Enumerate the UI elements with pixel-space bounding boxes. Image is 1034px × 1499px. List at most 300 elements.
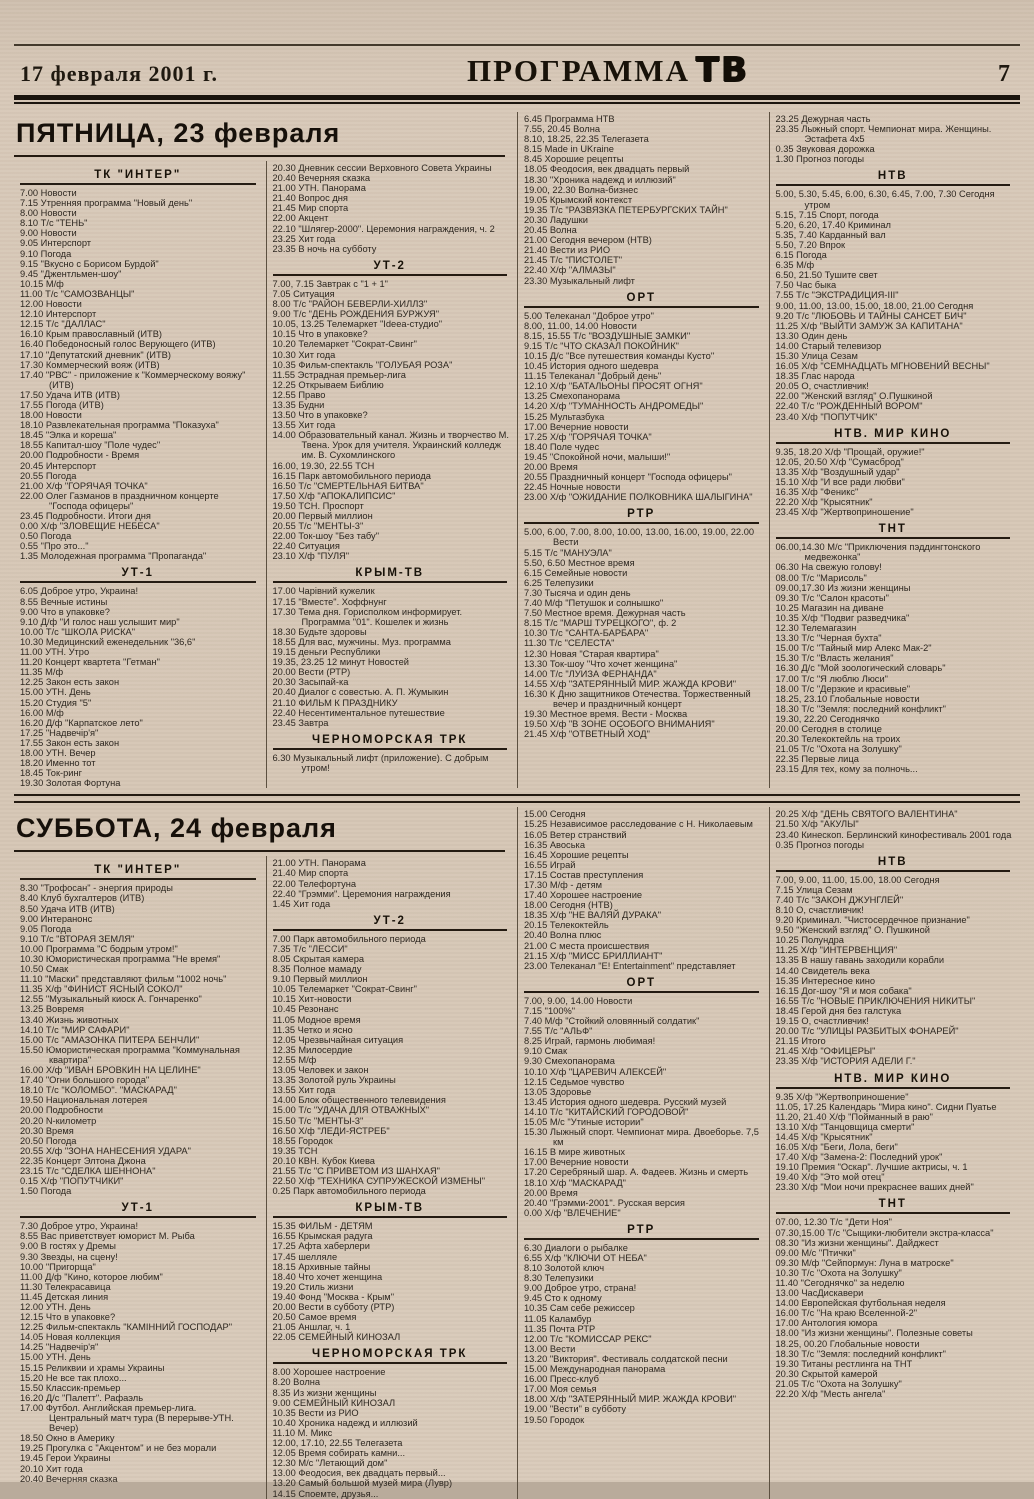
program-item: 20.30 Ладушки	[524, 214, 588, 225]
program-item: 20.20 N-километр	[20, 1115, 97, 1126]
program-item: 12.05 Время собирать камни...	[272, 1448, 406, 1459]
program-item: 16.30 Д/с "Мой зоологический словарь"	[775, 663, 946, 674]
program-item: 11.35 Почта РТР	[524, 1323, 596, 1334]
program-item: 22.00 "Женский взгляд" О.Пушкиной	[775, 391, 933, 402]
program-item: 7.00 Парк автомобильного периода	[272, 933, 426, 944]
program-item: 20.40 Вечерняя сказка	[272, 173, 371, 184]
program-item: 18.10 Развлекательная программа "Показуха"	[20, 420, 219, 431]
program-item: 12.30 Новая "Старая квартира"	[524, 648, 659, 659]
program-item: 15.15 Реликвии и храмы Украины	[20, 1362, 165, 1373]
program-item: 10.35 Вести из РИО	[272, 1407, 359, 1418]
program-item: 10.30 Медицинский еженедельник "36,6"	[20, 636, 196, 647]
program-item: 23.45 Х/ф "Жертвоприношение"	[775, 507, 914, 518]
program-item: 19.30 Золотая Фортуна	[20, 778, 121, 789]
program-item: 16.15 Парк автомобильного периода	[272, 470, 431, 481]
program-item: 7.30 Тысяча и один день	[524, 587, 631, 598]
program-item: 20.30 Засыпай-ка	[272, 677, 349, 688]
program-item: 20.55 Х/ф "ЗОНА НАНЕСЕНИЯ УДАРА"	[20, 1145, 191, 1156]
program-item: 19.35 Т/с "РАЗВЯЗКА ПЕТЕРБУРГСКИХ ТАЙН"	[524, 204, 728, 215]
program-item: 08.30 "Из жизни женщины". Дайджест	[775, 1237, 939, 1248]
program-item: 9.00 В гостях у Дремы	[20, 1241, 116, 1252]
program-item: 14.10 Т/с "КИТАЙСКИЙ ГОРОДОВОЙ"	[524, 1106, 689, 1117]
program-item: 11.25 Х/ф "ИНТЕРВЕНЦИЯ"	[775, 945, 898, 956]
program-item: 22.40 Х/ф "АЛМАЗЫ"	[524, 265, 616, 276]
program-item: 11.20, 21.40 Х/ф "Пойманный в раю"	[775, 1111, 933, 1122]
masthead	[14, 44, 1020, 100]
program-item: 11.30 Телекрасавица	[20, 1281, 111, 1292]
program-item: 9.50 "Женский взгляд" О. Пушкиной	[775, 925, 930, 936]
program-item: 06.00,14.30 М/с "Приключения пэддингтонского медвежонка"	[775, 542, 981, 563]
program-item: 8.10 Т/с "ТЕНЬ"	[20, 218, 88, 229]
program-item: 9.30 Смехопанорама	[524, 1056, 615, 1067]
program-item: 11.15 Телеканал "Добрый день"	[524, 371, 662, 382]
program-item: 15.30 Улица Сезам	[775, 350, 858, 361]
program-item: 20.45 Интерспорт	[20, 460, 97, 471]
program-item: 14.55 Х/ф "ЗАТЕРЯННЫЙ МИР. ЖАЖДА КРОВИ"	[524, 678, 737, 689]
program-item: 8.10 Золотой ключ	[524, 1263, 605, 1274]
program-item: 19.35 ТСН	[272, 1145, 318, 1156]
program-item: 20.45 Волна	[524, 225, 577, 236]
program-item: 17.15 "Вместе". Хоффнунг	[272, 596, 387, 607]
program-item: 15.05 М/с "Утиные истории"	[524, 1116, 644, 1127]
program-item: 6.05 Доброе утро, Украина!	[20, 586, 139, 597]
program-item: 8.35 Из жизни женщины	[272, 1387, 377, 1398]
program-item: 1.30 Прогноз погоды	[775, 154, 865, 165]
program-item: 22.00 Акцент	[272, 213, 329, 224]
program-item: 8.45 Хорошие рецепты	[524, 154, 624, 165]
channel-header: ТНТ	[776, 521, 1011, 539]
program-item: 14.00 Европейская футбольная неделя	[775, 1298, 946, 1309]
program-item: 17.40 "Огни большого города"	[20, 1075, 150, 1086]
program-item: 14.45 Х/ф "Крысятник"	[775, 1131, 873, 1142]
program-item: 7.40 М/ф "Петушок и солнышко"	[524, 598, 664, 609]
program-item: 21.15 Итого	[775, 1036, 826, 1047]
program-item: 7.55 Т/с "ЭКСТРАДИЦИЯ-III"	[775, 290, 899, 301]
paper-title-accent: ТВ	[695, 50, 750, 90]
program-item: 12.30 М/с "Летающий дом"	[272, 1458, 388, 1469]
program-item: 19.30 Местное время. Вести - Москва	[524, 709, 688, 720]
program-item: 7.00, 9.00, 11.00, 15.00, 18.00 Сегодня	[775, 874, 940, 885]
program-item: 9.10 Т/с "ВТОРАЯ ЗЕМЛЯ"	[20, 933, 135, 944]
program-item: 16.50 Х/ф "ЛЕДИ-ЯСТРЕБ"	[272, 1125, 390, 1136]
program-item: 17.30 Коммерческий вояж (ИТВ)	[20, 359, 160, 370]
program-item: 11.05 Каламбур	[524, 1313, 592, 1324]
program-item: 13.00 Феодосия, век двадцать первый...	[272, 1468, 446, 1479]
program-item: 18.35 Х/ф "НЕ ВАЛЯЙ ДУРАКА"	[524, 910, 662, 921]
program-item: 10.30 Т/с "Охота на Золушку"	[775, 1267, 902, 1278]
program-item: 13.35 Золотой руль Украины	[272, 1075, 396, 1086]
program-item: 21.45 Х/ф "ОФИЦЕРЫ"	[775, 1046, 876, 1057]
program-item: 9.00 Интеранонс	[20, 913, 93, 924]
program-item: 19.00, 22.30 Волна-бизнес	[524, 184, 639, 195]
program-item: 20.00 Подробности	[20, 1105, 103, 1116]
program-item: 19.00 "Вести" в субботу	[524, 1404, 627, 1415]
program-item: 17.40 Хорошее настроение	[524, 890, 643, 901]
program-item: 16.00 Пресс-клуб	[524, 1374, 599, 1385]
program-item: 12.35 Милосердие	[272, 1044, 353, 1055]
program-item: 9.45 Сто к одному	[524, 1293, 602, 1304]
program-item: 8.55 Вас приветствует юморист М. Рыба	[20, 1231, 195, 1242]
program-item: 12.15 Седьмое чувство	[524, 1076, 625, 1087]
day-title-saturday: СУББОТА, 24 февраля	[14, 807, 505, 852]
program-item: 10.50 Смак	[20, 964, 69, 975]
program-item: 23.30 Музыкальный лифт	[524, 275, 635, 286]
program-item: 22.40 Несентиментальное путешествие	[272, 707, 445, 718]
program-item: 21.40 Мир спорта	[272, 868, 349, 879]
program-item: 14.00 Старый телевизор	[775, 340, 882, 351]
program-item: 10.35 Фильм-спектакль "ГОЛУБАЯ РОЗА"	[272, 359, 453, 370]
program-item: 08.00 Т/с "Марисоль"	[775, 572, 867, 583]
program-item: 22.10 "Шлягер-2000". Церемония награждения, ч. 2	[272, 223, 495, 234]
channel-header: НТВ. МИР КИНО	[776, 426, 1011, 444]
program-item: 22.20 Х/ф "Крысятник"	[775, 497, 873, 508]
channel-header: НТВ	[776, 168, 1011, 186]
paper-title	[467, 50, 749, 90]
program-item: 21.05 Т/с "Охота на Золушку"	[775, 744, 902, 755]
program-column	[769, 807, 1021, 1498]
program-item: 13.55 Хит года	[272, 1085, 336, 1096]
program-item: 10.30 Юмористическая программа "Не время"	[20, 954, 221, 964]
program-item: 8.00 Т/с "РАЙОН БЕВЕРЛИ-ХИЛЛЗ"	[272, 299, 428, 310]
program-item: 18.10 Х/ф "МАСКАРАД"	[524, 1177, 626, 1188]
program-item: 15.50 Классик-премьер	[20, 1382, 121, 1393]
program-item: 6.50, 21.50 Тушите свет	[775, 270, 878, 281]
program-item: 16.05 Ветер странствий	[524, 829, 627, 840]
program-item: 19.05 Крымский контекст	[524, 194, 633, 205]
program-item: 7.30 Доброе утро, Украина!	[20, 1221, 139, 1232]
program-item: 13.35 В нашу гавань заходили корабли	[775, 955, 945, 966]
channel-header: УТ-1	[20, 565, 256, 583]
channel-header: РТР	[524, 506, 759, 524]
program-item: 10.00 Программа "С бодрым утром!"	[20, 943, 178, 954]
program-item: 21.45 Мир спорта	[272, 203, 349, 214]
program-item: 9.10 Смак	[524, 1046, 568, 1057]
program-item: 11.35 Х/ф "ФИНИСТ ЯСНЫЙ СОКОЛ"	[20, 984, 183, 995]
program-item: 13.20 Самый большой музей мира (Лувр)	[272, 1478, 453, 1489]
program-item: 9.35, 18.20 Х/ф "Прощай, оружие!"	[775, 446, 925, 457]
program-item: 6.45 Программа НТВ	[524, 114, 615, 124]
program-item: 16.00 Т/с "На краю Вселенной-2"	[775, 1308, 918, 1319]
program-item: 19.50 Городок	[524, 1414, 585, 1425]
program-item: 8.35 Полное мамаду	[272, 964, 362, 975]
program-item: 8.40 Клуб бухгалтеров (ИТВ)	[20, 893, 145, 904]
program-item: 15.10 Х/ф "И все ради любви"	[775, 476, 905, 487]
program-item: 10.35 Х/ф "Подвиг разведчика"	[775, 612, 910, 623]
program-item: 6.25 Телепузики	[524, 577, 594, 588]
program-item: 17.00 Т/с "Я люблю Люси"	[775, 673, 888, 684]
program-item: 13.05 Здоровье	[524, 1086, 592, 1097]
program-item: 23.25 Дежурная часть	[775, 114, 871, 124]
program-item: 20.00 Т/с "УЛИЦЫ РАЗБИТЫХ ФОНАРЕЙ"	[775, 1026, 959, 1037]
program-item: 7.55, 20.45 Волна	[524, 124, 601, 135]
program-item: 8.15 Т/с "МАРШ ТУРЕЦКОГО", ф. 2	[524, 618, 677, 629]
program-item: 11.05, 17.25 Календарь "Мира кино". Сидни Пуатье	[775, 1101, 997, 1112]
program-item: 8.15 Made in UKraine	[524, 144, 614, 155]
program-item: 22.50 Х/ф "ТЕХНИКА СУПРУЖЕСКОЙ ИЗМЕНЫ"	[272, 1176, 486, 1187]
program-item: 18.50 Окно в Америку	[20, 1433, 115, 1444]
program-item: 15.00 УТН. День	[20, 1352, 91, 1363]
program-item: 6.30 Музыкальный лифт (приложение). С добрым утром!	[272, 752, 489, 773]
program-item: 10.40 Хроника надежд и иллюзий	[272, 1417, 418, 1428]
program-item: 18.25, 00.20 Глобальные новости	[775, 1338, 920, 1349]
program-item: 8.30 Телепузики	[524, 1273, 594, 1284]
program-item: 9.00, 11.00, 13.00, 15.00, 18.00, 21.00 Сегодня	[775, 300, 974, 311]
program-item: 15.25 Независимое расследование с Н. Николаевым	[524, 819, 753, 830]
channel-header: ЧЕРНОМОРСКАЯ ТРК	[273, 732, 508, 750]
program-item: 21.45 Х/ф "ОТВЕТНЫЙ ХОД"	[524, 729, 650, 740]
program-item: 20.30 Дневник сессии Верховного Совета Украины	[272, 163, 492, 173]
program-item: 19.50 Национальная лотерея	[20, 1095, 148, 1106]
program-item: 13.20 "Виктория". Фестиваль солдатской песни	[524, 1353, 728, 1364]
program-item: 10.10 Х/ф "ЦАРЕВИЧ АЛЕКСЕЙ"	[524, 1066, 667, 1077]
program-item: 8.00 Новости	[20, 208, 77, 219]
program-item: 18.30 Т/с "Земля: последний конфликт"	[775, 703, 946, 714]
program-item: 23.45 Подробности. Итоги дня	[20, 511, 151, 521]
program-item: 14.00 Т/с "ЛУИЗА ФЕРНАНДА"	[524, 668, 657, 679]
program-item: 23.35 В ночь на субботу	[272, 243, 377, 254]
program-item: 14.00 Блок общественного телевидения	[272, 1095, 446, 1106]
program-item: 13.00 ЧасДискавери	[775, 1288, 864, 1299]
program-item: 18.55 Капитал-шоу "Поле чудес"	[20, 440, 161, 451]
program-item: 9.10 Погода	[20, 248, 72, 259]
program-item: 17.00 Антология юмора	[775, 1318, 878, 1329]
program-column	[14, 856, 266, 1498]
program-item: 13.50 Что в упаковке?	[272, 410, 368, 421]
program-column	[266, 856, 518, 1498]
program-item: 17.25 "Надвечір'я"	[20, 727, 99, 738]
program-item: 17.15 Состав преступления	[524, 869, 644, 880]
program-item: 5.50, 7.20 Впрок	[775, 239, 846, 250]
program-item: 20.00 Сегодня в столице	[775, 723, 882, 734]
program-item: 13.25 Вовремя	[20, 1004, 84, 1015]
program-item: 20.55 Погода	[20, 470, 77, 481]
program-item: 16.20 Д/с "Палетт". Рафаэль	[20, 1392, 144, 1403]
program-item: 7.00, 9.00, 14.00 Новости	[524, 995, 633, 1006]
program-item: 23.25 Хит года	[272, 233, 336, 244]
program-item: 11.45 Детская линия	[20, 1291, 109, 1302]
program-item: 15.00 Т/с "АМАЗОНКА ПИТЕРА БЕНЧЛИ"	[20, 1034, 200, 1045]
program-item: 09.30 Т/с "Салон красоты"	[775, 592, 889, 603]
program-item: 17.00 Футбол. Английская премьер-лига. Центральный матч тура (В перерыве-УТН. Вечер)	[20, 1402, 234, 1434]
program-item: 12.25 Открываем Библию	[272, 379, 384, 390]
program-item: 20.00 Время	[524, 462, 578, 472]
program-item: 20.30 Скрытой камерой	[775, 1368, 878, 1379]
page-number: 7	[997, 61, 1010, 87]
program-item: 07.00, 12.30 Т/с "Дети Ноя"	[775, 1217, 892, 1228]
program-item: 18.00 Т/с "Дерзкие и красивые"	[775, 683, 911, 694]
program-item: 7.55 Т/с "АЛЬФ"	[524, 1026, 593, 1037]
program-item: 22.00 Ток-шоу "Без табу"	[272, 531, 379, 542]
program-item: 20.55 Праздничный концерт "Господа офицеры"	[524, 472, 732, 483]
program-item: 19.45 Герои Украины	[20, 1453, 111, 1464]
program-item: 13.25 Смехопанорама	[524, 391, 621, 402]
program-item: 16.05 Х/ф "Беги, Лола, беги"	[775, 1141, 898, 1152]
channel-header: ЧЕРНОМОРСКАЯ ТРК	[273, 1346, 508, 1364]
program-item: 13.00 Вести	[524, 1343, 576, 1354]
program-item: 15.35 ФИЛЬМ - ДЕТЯМ	[272, 1221, 373, 1232]
program-item: 20.30 Телекоктейль на троих	[775, 734, 901, 745]
program-item: 19.50 ТСН. Проспорт	[272, 500, 364, 511]
program-item: 13.30 Один день	[775, 330, 848, 341]
program-item: 20.30 Время	[20, 1125, 74, 1136]
program-item: 16.55 Крымская радуга	[272, 1231, 373, 1242]
program-item: 11.10 М. Микс	[272, 1427, 333, 1438]
channel-header: ОРТ	[524, 975, 759, 993]
program-item: 12.05, 20.50 Х/ф "Сумасброд"	[775, 456, 904, 467]
program-item: 17.40 Х/ф "Замена-2: Последний урок"	[775, 1152, 943, 1163]
program-item: 10.30 Хит года	[272, 349, 336, 360]
program-item: 13.40 Жизнь животных	[20, 1014, 119, 1025]
program-item: 12.05 Чрезвычайная ситуация	[272, 1034, 404, 1045]
program-item: 13.45 История одного шедевра. Русский музей	[524, 1096, 727, 1107]
program-item: 17.00 Вечерние новости	[524, 421, 629, 432]
program-item: 18.00 УТН. Вечер	[20, 747, 96, 758]
channel-header: УТ-1	[20, 1200, 256, 1218]
program-item: 06.30 На свежую голову!	[775, 562, 882, 573]
program-item: 20.00 Вести в субботу (РТР)	[272, 1302, 395, 1312]
program-item: 18.20 Именно тот	[20, 758, 96, 769]
program-item: 15.20 Не все так плохо...	[20, 1372, 127, 1383]
program-item: 15.00 Т/с "Тайный мир Алекс Мак-2"	[775, 643, 932, 654]
program-item: 17.45 шелляле	[272, 1251, 338, 1262]
program-item: 18.30 "Хроника надежд и иллюзий"	[524, 174, 676, 185]
program-item: 8.05 Скрытая камера	[272, 954, 365, 964]
program-item: 22.20 Х/ф "Месть ангела"	[775, 1389, 886, 1400]
program-item: 16.50 Т/с "СМЕРТЕЛЬНАЯ БИТВА"	[272, 480, 424, 491]
program-item: 15.30 Т/с "Власть желания"	[775, 653, 894, 664]
program-item: 15.25 Мультазбука	[524, 411, 605, 422]
program-item: 13.05 Человек и закон	[272, 1065, 369, 1076]
program-item: 07.30,15.00 Т/с "Сыщики-любители экстра-класса"	[775, 1227, 994, 1238]
program-item: 11.25 Х/ф "ВЫЙТИ ЗАМУЖ ЗА КАПИТАНА"	[775, 320, 963, 331]
program-item: 19.50 Х/ф "В ЗОНЕ ОСОБОГО ВНИМАНИЯ"	[524, 719, 715, 730]
program-item: 20.00 Вести (РТР)	[272, 667, 351, 678]
program-item: 8.00, 11.00, 14.00 Новости	[524, 320, 637, 331]
program-item: 17.40 "РВС" - приложение к "Коммерческому вояжу" (ИТВ)	[20, 369, 246, 390]
program-item: 21.15 Х/ф "МИСС БРИЛЛИАНТ"	[524, 950, 663, 961]
program-item: 15.35 Интересное кино	[775, 975, 876, 986]
issue-date: 17 февраля 2001 г.	[20, 61, 219, 86]
channel-header: ТК "ИНТЕР"	[20, 862, 256, 880]
program-item: 0.25 Парк автомобильного периода	[272, 1186, 426, 1197]
program-item: 16.00, 19.30, 22.55 ТСН	[272, 460, 375, 471]
program-item: 16.55 Играй	[524, 859, 576, 870]
program-item: 5.00 Телеканал "Доброе утро"	[524, 310, 654, 321]
program-item: 20.40 Вечерняя сказка	[20, 1473, 118, 1484]
program-item: 17.25 Х/ф "ГОРЯЧАЯ ТОЧКА"	[524, 431, 652, 442]
masthead-row	[20, 50, 1014, 90]
program-item: 19.30, 22.20 Сегоднячко	[775, 713, 880, 724]
channel-header: НТВ. МИР КИНО	[776, 1071, 1011, 1089]
program-item: 19.35, 23.25 12 минут Новостей	[272, 657, 409, 668]
program-item: 8.55 Вечные истины	[20, 596, 108, 607]
program-item: 21.40 Вопрос дня	[272, 193, 348, 204]
program-item: 17.10 "Депутатский дневник" (ИТВ)	[20, 349, 171, 360]
program-item: 8.00 Хорошее настроение	[272, 1367, 386, 1378]
program-item: 14.40 Свидетель века	[775, 965, 870, 976]
program-item: 5.15 Т/с "МАНУЭЛА"	[524, 547, 612, 558]
program-item: 20.10 КВН. Кубок Киева	[272, 1155, 375, 1166]
program-item: 14.25 "Надвечір'я"	[20, 1342, 99, 1353]
program-item: 14.20 Х/ф "ТУМАННОСТЬ АНДРОМЕДЫ"	[524, 401, 704, 412]
program-item: 19.15 деньги Республики	[272, 647, 381, 658]
program-item: 0.00 Х/ф "ЗЛОВЕЩИЕ НЕБЕСА"	[20, 521, 160, 532]
program-item: 15.00 Т/с "УДАЧА ДЛЯ ОТВАЖНЫХ"	[272, 1105, 430, 1116]
program-item: 18.45 "Элка и кореша"	[20, 430, 117, 441]
channel-header: ТК "ИНТЕР"	[20, 167, 256, 185]
program-item: 11.30 Т/с "СЕЛЕСТА"	[524, 638, 615, 649]
program-item: 9.30 Звезды, на сцену!	[20, 1251, 118, 1262]
program-item: 22.45 Ночные новости	[524, 482, 621, 493]
paper-title-text: ПРОГРАММА	[466, 53, 690, 88]
program-item: 14.10 Т/с "МИР САФАРИ"	[20, 1024, 130, 1035]
program-item: 20.55 Т/с "МЕНТЫ-3"	[272, 521, 364, 532]
program-item: 15.00 УТН. День	[20, 687, 91, 698]
program-item: 16.05 Х/ф "СЕМНАДЦАТЬ МГНОВЕНИЙ ВЕСНЫ"	[775, 361, 990, 372]
program-item: 9.20 Криминал. "Чистосердечное признание"	[775, 915, 970, 926]
program-item: 7.05 Ситуация	[272, 288, 335, 299]
program-item: 23.30 Х/ф "Мои ночи прекраснее ваших дней"	[775, 1182, 974, 1193]
program-item: 16.45 Хорошие рецепты	[524, 849, 629, 860]
channel-header: ТНТ	[776, 1196, 1011, 1214]
program-item: 17.30 М/ф - детям	[524, 880, 603, 890]
program-item: 7.40 Т/с "ЗАКОН ДЖУНГЛЕЙ"	[775, 894, 904, 905]
program-item: 22.40 Ситуация	[272, 541, 340, 552]
program-item: 10.00 "Пригорща"	[20, 1261, 96, 1272]
program-item: 10.15 Хит-новости	[272, 994, 352, 1005]
program-item: 15.20 Студия "5"	[20, 697, 92, 708]
program-item: 0.50 Погода	[20, 531, 72, 542]
channel-header: КРЫМ-ТВ	[273, 1200, 508, 1218]
program-column	[266, 161, 518, 788]
program-column	[769, 112, 1021, 788]
program-column	[517, 112, 769, 788]
program-item: 1.50 Погода	[20, 1186, 72, 1197]
program-item: 16.15 В мире животных	[524, 1147, 626, 1158]
program-item: 9.15 "Вкусно с Борисом Бурдой"	[20, 258, 159, 269]
program-item: 12.00 УТН. День	[20, 1302, 91, 1312]
program-item: 18.05 Феодосия, век двадцать первый	[524, 164, 690, 175]
program-item: 0.35 Звуковая дорожка	[775, 144, 875, 155]
program-item: 18.00 Новости	[20, 410, 82, 421]
program-item: 13.35 Х/ф "Воздушный удар"	[775, 466, 900, 477]
program-item: 17.50 Удача ИТВ (ИТВ)	[20, 389, 120, 400]
program-item: 16.35 Х/ф "Феникс"	[775, 487, 859, 497]
program-item: 12.30 Телемагазин	[775, 623, 857, 634]
program-item: 9.10 Д/ф "И голос наш услышит мир"	[20, 616, 180, 627]
program-item: 6.55 Х/ф "КЛЮЧИ ОТ НЕБА"	[524, 1253, 647, 1263]
program-item: 5.00, 6.00, 7.00, 8.00, 10.00, 13.00, 16.00, 19.00, 22.00 Вести	[524, 527, 755, 548]
program-item: 5.15, 7.15 Спорт, погода	[775, 209, 879, 220]
program-item: 6.15 Семейные новости	[524, 567, 628, 578]
program-item: 22.00 Телефортуна	[272, 878, 357, 889]
program-item: 13.30 Ток-шоу "Что хочет женщина"	[524, 658, 678, 669]
program-item: 18.25, 23.10 Глобальные новости	[775, 693, 920, 704]
program-item: 12.55 "Музыкальный киоск А. Гончаренко"	[20, 994, 202, 1005]
program-item: 23.40 Х/ф "ПОПУТЧИК"	[775, 411, 878, 422]
program-item: 21.00 Сегодня вечером (НТВ)	[524, 235, 652, 246]
program-item: 16.30 К Дню защитников Отечества. Торжественный вечер и праздничный концерт	[524, 688, 751, 709]
program-item: 15.50 Юмористическая программа "Коммунальная квартира"	[20, 1044, 240, 1065]
program-item: 22.40 Т/с "РОЖДЕННЫЙ ВОРОМ"	[775, 401, 923, 412]
program-item: 20.00 Подробности - Время	[20, 450, 140, 461]
program-item: 8.10 О, счастливчик!	[775, 905, 864, 915]
program-item: 18.45 Ток-ринг	[20, 768, 83, 779]
day-title-friday: ПЯТНИЦА, 23 февраля	[14, 112, 505, 157]
program-item: 21.05 Аншлаг, ч. 1	[272, 1322, 351, 1333]
program-item: 17.25 Афта хаберлери	[272, 1241, 370, 1252]
program-item: 0.55 "Про это..."	[20, 541, 89, 552]
